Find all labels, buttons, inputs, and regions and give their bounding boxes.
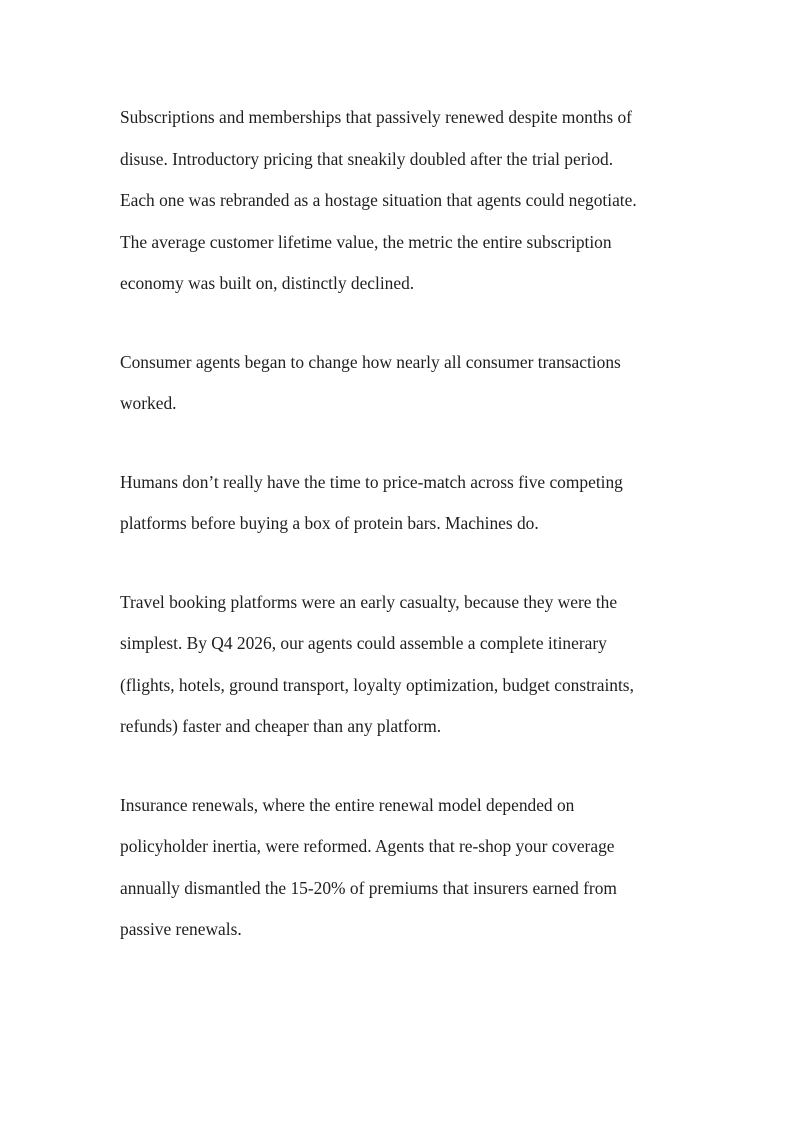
text-line: economy was built on, distinctly declined. [120,273,415,293]
text-line: Insurance renewals, where the entire renewal model depended on [120,794,575,815]
text-line: The average customer lifetime value, the metric the entire subscription [120,231,612,252]
text-line: Subscriptions and memberships that passively renewed despite months of [120,107,632,127]
text-line: platforms before buying a box of protein bars. Machines do. [120,513,539,533]
text-line: disuse. Introductory pricing that sneakily doubled after the trial period. [120,148,614,169]
text-line: (flights, hotels, ground transport, loyalty optimization, budget constraints, [120,674,634,695]
text-line: simplest. By Q4 2026, our agents could assemble a complete itinerary [120,633,607,653]
paragraph-subscriptions [120,97,682,305]
text-line: Consumer agents began to change how nearly all consumer transactions [120,351,621,372]
text-line: Travel booking platforms were an early casualty, because they were the [120,591,618,612]
paragraph-price-matching [120,462,682,545]
text-line: passive renewals. [120,919,242,939]
text-line: refunds) faster and cheaper than any platform. [120,716,442,736]
paragraph-consumer-agents [120,342,682,425]
text-line: Humans don’t really have the time to price-match across five competing [120,471,623,492]
paragraph-insurance-renewals [120,785,682,951]
document-body [120,97,682,988]
paragraph-travel-booking [120,582,682,748]
text-line: worked. [120,393,177,413]
text-line: annually dismantled the 15-20% of premiums that insurers earned from [120,877,617,898]
text-line: Each one was rebranded as a hostage situation that agents could negotiate. [120,190,637,210]
text-line: policyholder inertia, were reformed. Agents that re-shop your coverage [120,836,615,856]
